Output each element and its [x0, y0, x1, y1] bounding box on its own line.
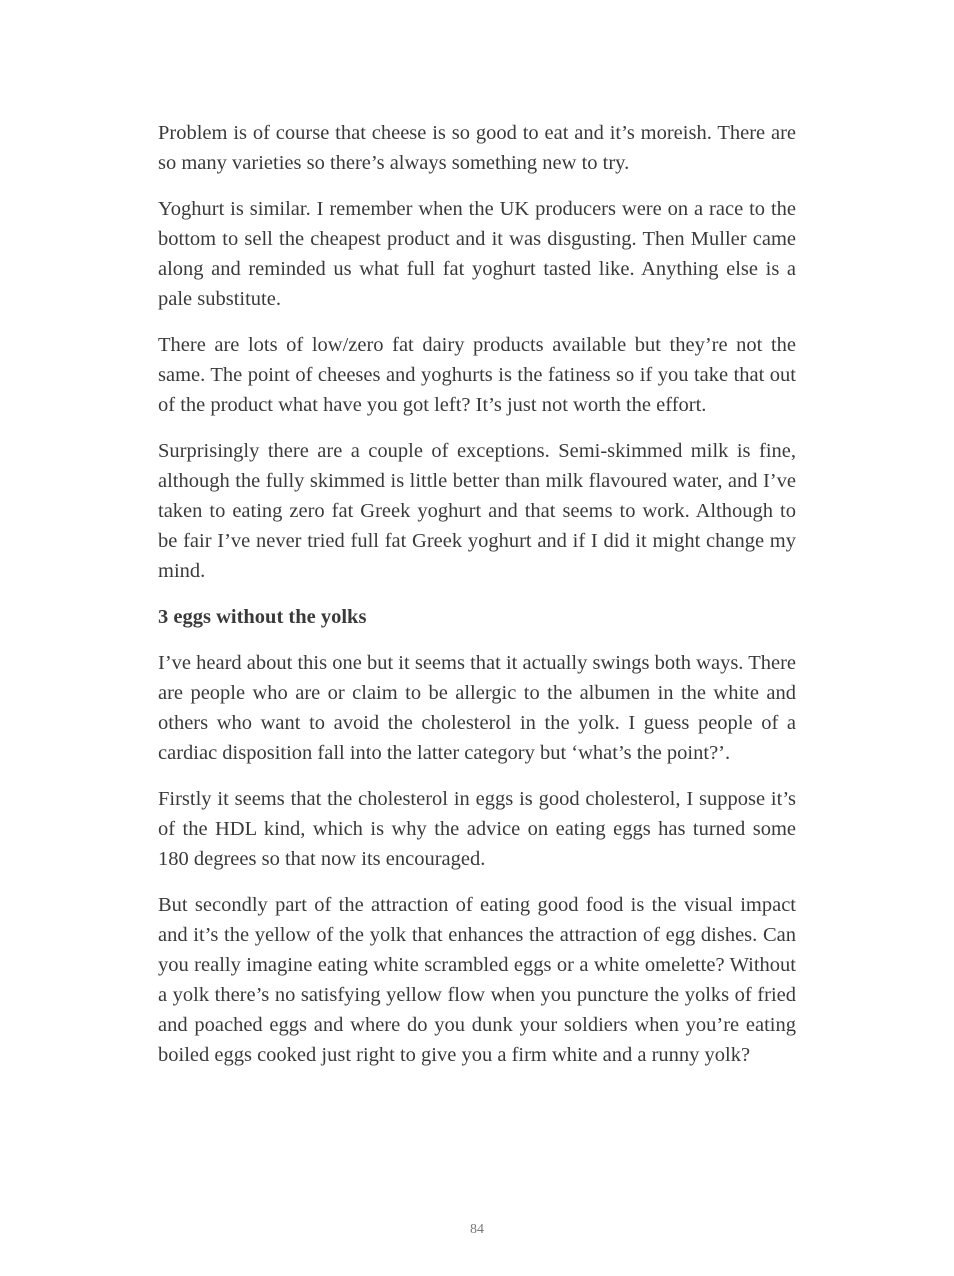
page-number: 84: [470, 1222, 484, 1237]
paragraph-cheese: Problem is of course that cheese is so good to eat and it’s moreish. There are so many varieties so there’s always something new to try.: [158, 122, 796, 174]
paragraph-cholesterol: Firstly it seems that the cholesterol in eggs is good cholesterol, I suppose it’s of the HDL kind, which is why the advice on eating eggs has turned some 180 degrees so that now its encouraged.: [158, 788, 796, 870]
page-body: [158, 118, 796, 1086]
paragraph-allergy: I’ve heard about this one but it seems that it actually swings both ways. There are people who are or claim to be allergic to the albumen in the white and others who want to avoid the cholesterol in the yolk. I guess people of a cardiac disposition fall into the latter category but ‘what’s the point?’.: [158, 652, 796, 764]
paragraph-exceptions: Surprisingly there are a couple of exceptions. Semi-skimmed milk is fine, although the fully skimmed is little better than milk flavoured water, and I’ve taken to eating zero fat Greek yoghurt and that seems to work. Although to be fair I’ve never tried full fat Greek yoghurt and if I did it might change my mind.: [158, 440, 796, 582]
section-heading: 3 eggs without the yolks: [158, 606, 367, 628]
paragraph-visual-impact: But secondly part of the attraction of eating good food is the visual impact and it’s the yellow of the yolk that enhances the attraction of egg dishes. Can you really imagine eating white scrambled eggs or a white omelette? Without a yolk there’s no satisfying yellow flow when you puncture the yolks of fried and poached eggs and where do you dunk your soldiers when you’re eating boiled eggs cooked just right to give you a firm white and a runny yolk?: [158, 894, 796, 1066]
paragraph-yoghurt: Yoghurt is similar. I remember when the UK producers were on a race to the bottom to sell the cheapest product and it was disgusting. Then Muller came along and reminded us what full fat yoghurt tasted like. Anything else is a pale substitute.: [158, 198, 796, 310]
paragraph-low-fat-dairy: There are lots of low/zero fat dairy products available but they’re not the same. The point of cheeses and yoghurts is the fatiness so if you take that out of the product what have you got left? It’s just not worth the effort.: [158, 334, 796, 416]
